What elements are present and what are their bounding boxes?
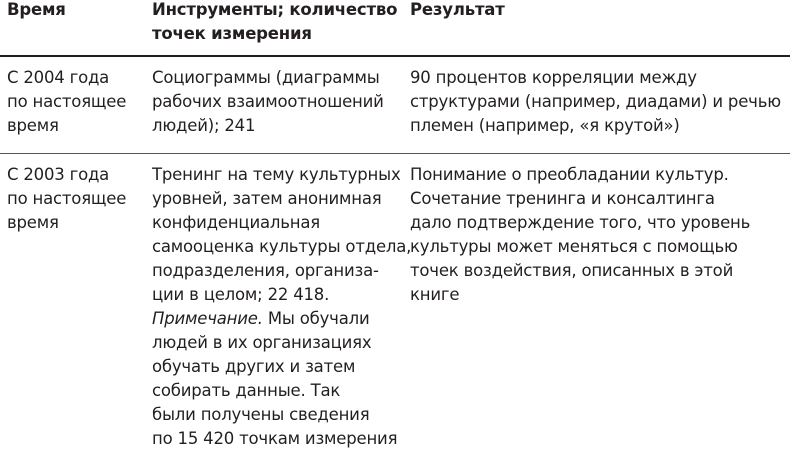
cell-line: культуры может меняться с помощью xyxy=(410,237,738,256)
cell-line: подразделения, организа- xyxy=(152,261,379,280)
cell-line: дало подтверждение того, что уровень xyxy=(410,213,751,232)
cell-line: время xyxy=(7,213,59,232)
cell-line: были получены сведения xyxy=(152,405,370,424)
cell-time xyxy=(7,163,143,235)
cell-line: конфиденциальная xyxy=(152,213,320,232)
cell-line: обучать других и затем xyxy=(152,357,356,376)
header-time xyxy=(7,0,143,22)
cell-line: по настоящее xyxy=(7,189,127,208)
cell-line: ции в целом; 22 418. xyxy=(152,285,330,304)
cell-tools xyxy=(152,66,402,138)
cell-line: Социограммы (диаграммы xyxy=(152,68,380,87)
cell-line: людей в их организациях xyxy=(152,333,372,352)
cell-time xyxy=(7,66,143,138)
cell-line: людей); 241 xyxy=(152,116,256,135)
header-divider xyxy=(0,55,790,57)
cell-line: уровней, затем анонимная xyxy=(152,189,382,208)
cell-line: структурами (например, диадами) и речью xyxy=(410,92,781,111)
cell-line: С 2003 года xyxy=(7,165,110,184)
cell-line: С 2004 года xyxy=(7,68,110,87)
cell-tools xyxy=(152,163,412,451)
cell-line: собирать данные. Так xyxy=(152,381,341,400)
cell-result xyxy=(410,163,790,307)
header-result xyxy=(410,0,790,22)
cell-line: Тренинг на тему культурных xyxy=(152,165,401,184)
cell-line: племен (например, «я крутой») xyxy=(410,116,680,135)
cell-line: по 15 420 точкам измерения xyxy=(152,429,398,448)
note-label: Примечание. xyxy=(152,309,263,328)
row-divider xyxy=(0,153,790,154)
cell-line: время xyxy=(7,116,59,135)
cell-line: Понимание о преобладании культур. xyxy=(410,165,729,184)
note-line xyxy=(152,307,402,331)
header-result-text: Результат xyxy=(410,0,505,19)
table-header-row xyxy=(0,0,790,52)
cell-line: 90 процентов корреляции между xyxy=(410,68,697,87)
cell-line: Сочетание тренинга и консалтинга xyxy=(410,189,715,208)
cell-line: книге xyxy=(410,285,460,304)
header-tools-line: точек измерения xyxy=(152,24,312,43)
cell-result xyxy=(410,66,790,138)
note-text: Мы обучали xyxy=(262,309,370,328)
cell-line: рабочих взаимоотношений xyxy=(152,92,384,111)
header-time-text: Время xyxy=(7,0,66,19)
cell-line: по настоящее xyxy=(7,92,127,111)
cell-line: самооценка культуры отдела, xyxy=(152,237,412,256)
header-tools xyxy=(152,0,402,46)
header-tools-line: Инструменты; количество xyxy=(152,0,398,19)
cell-line: точек воздействия, описанных в этой xyxy=(410,261,734,280)
